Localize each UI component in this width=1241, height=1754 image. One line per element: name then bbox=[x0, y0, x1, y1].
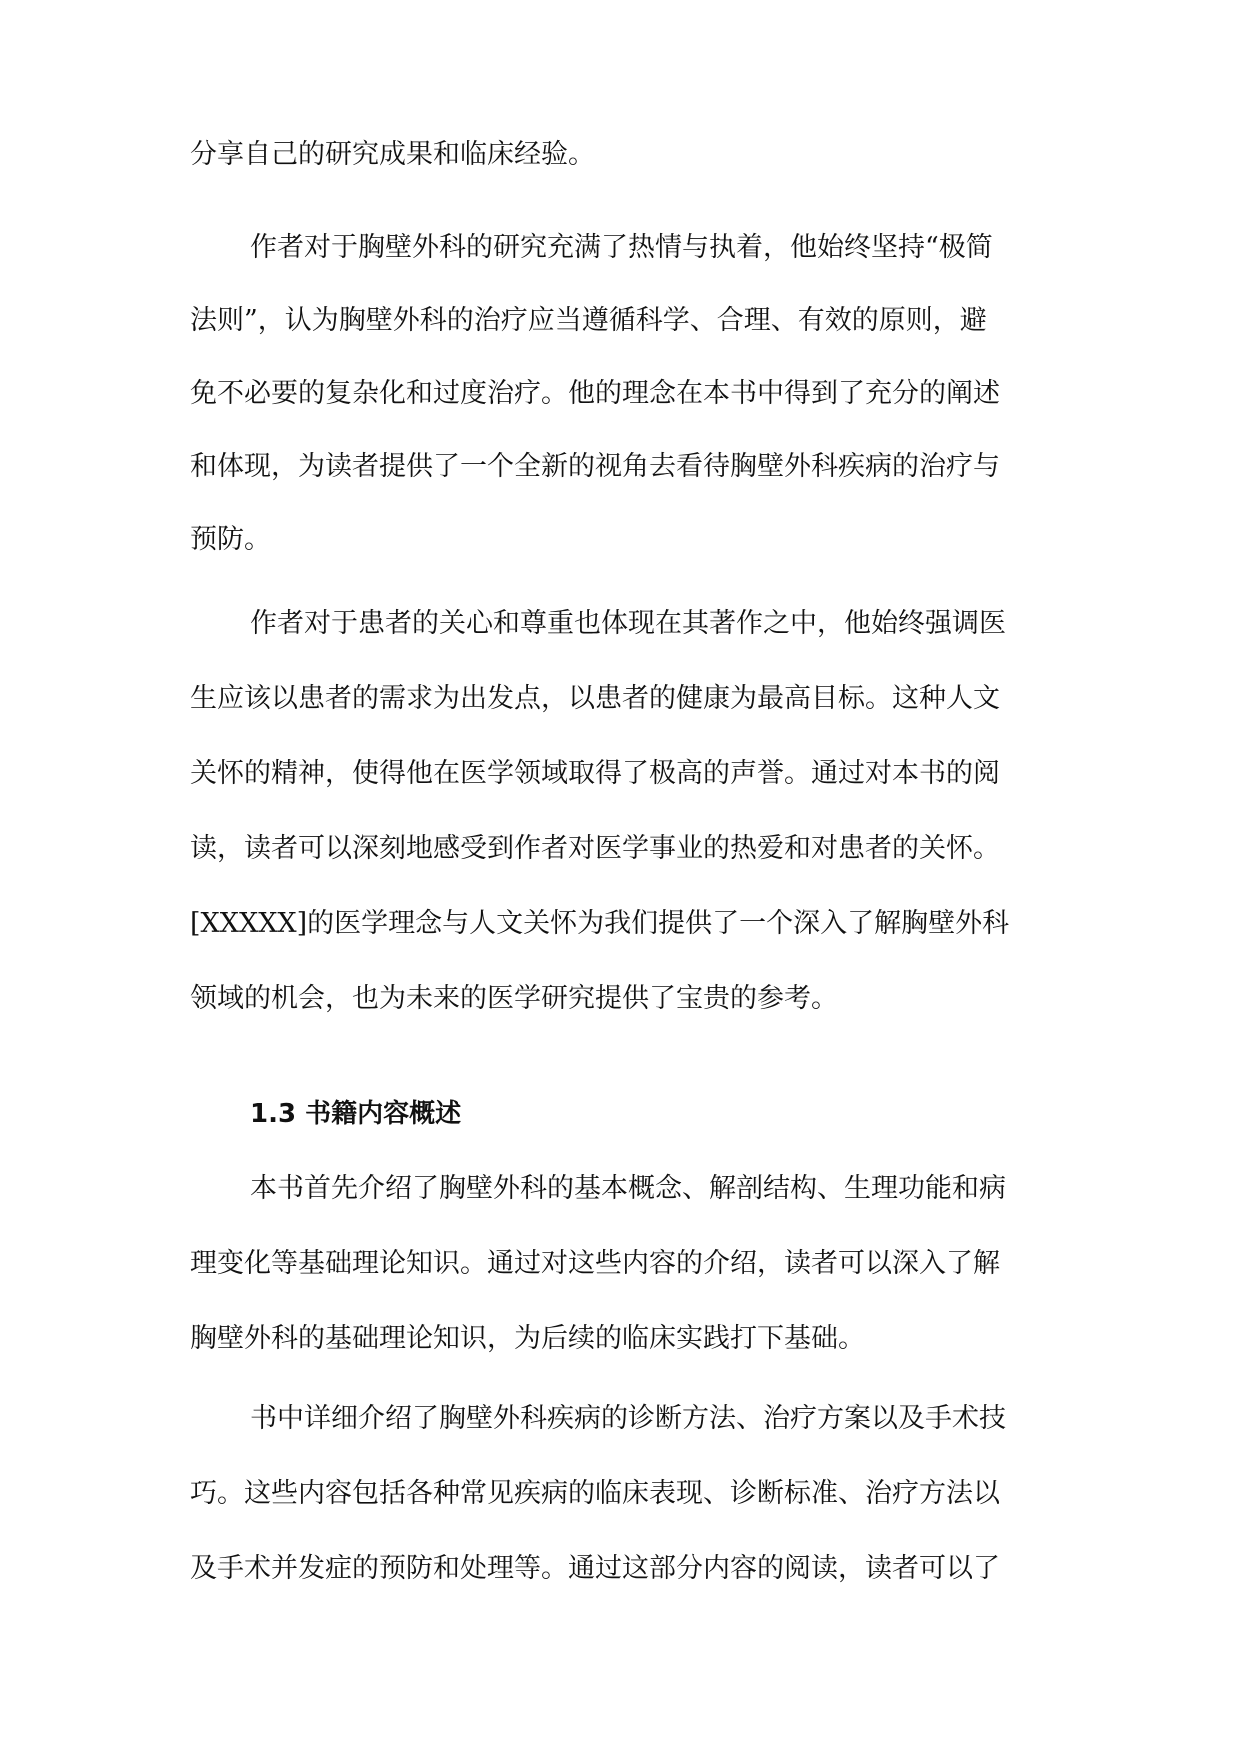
text-line: 本书首先介绍了胸壁外科的基本概念、解剖结构、生理功能和病 bbox=[250, 1173, 1006, 1204]
text-line: 和体现，为读者提供了一个全新的视角去看待胸壁外科疾病的治疗与 bbox=[190, 451, 1000, 482]
text-line: 预防。 bbox=[190, 524, 271, 555]
text-line: 作者对于胸壁外科的研究充满了热情与执着，他始终坚持“极简 bbox=[250, 232, 993, 263]
text-line: [XXXXX]的医学理念与人文关怀为我们提供了一个深入了解胸壁外科 bbox=[190, 908, 1010, 939]
text-line: 及手术并发症的预防和处理等。通过这部分内容的阅读，读者可以了 bbox=[190, 1553, 1000, 1584]
text-line: 法则”，认为胸壁外科的治疗应当遵循科学、合理、有效的原则，避 bbox=[190, 305, 987, 336]
text-line: 巧。这些内容包括各种常见疾病的临床表现、诊断标准、治疗方法以 bbox=[190, 1478, 1000, 1509]
text-line: 关怀的精神，使得他在医学领域取得了极高的声誉。通过对本书的阅 bbox=[190, 758, 1000, 789]
text-line: 领域的机会，也为未来的医学研究提供了宝贵的参考。 bbox=[190, 983, 838, 1014]
text-line: 生应该以患者的需求为出发点，以患者的健康为最高目标。这种人文 bbox=[190, 683, 1000, 714]
text-line: 作者对于患者的关心和尊重也体现在其著作之中，他始终强调医 bbox=[250, 608, 1006, 639]
text-line: 免不必要的复杂化和过度治疗。他的理念在本书中得到了充分的阐述 bbox=[190, 378, 1000, 409]
text-line: 分享自己的研究成果和临床经验。 bbox=[190, 139, 595, 170]
text-line: 读，读者可以深刻地感受到作者对医学事业的热爱和对患者的关怀。 bbox=[190, 833, 1000, 864]
text-line: 胸壁外科的基础理论知识，为后续的临床实践打下基础。 bbox=[190, 1323, 865, 1354]
text-line: 书中详细介绍了胸壁外科疾病的诊断方法、治疗方案以及手术技 bbox=[250, 1403, 1006, 1434]
text-line: 理变化等基础理论知识。通过对这些内容的介绍，读者可以深入了解 bbox=[190, 1248, 1000, 1279]
section-heading: 1.3 书籍内容概述 bbox=[250, 1099, 462, 1129]
